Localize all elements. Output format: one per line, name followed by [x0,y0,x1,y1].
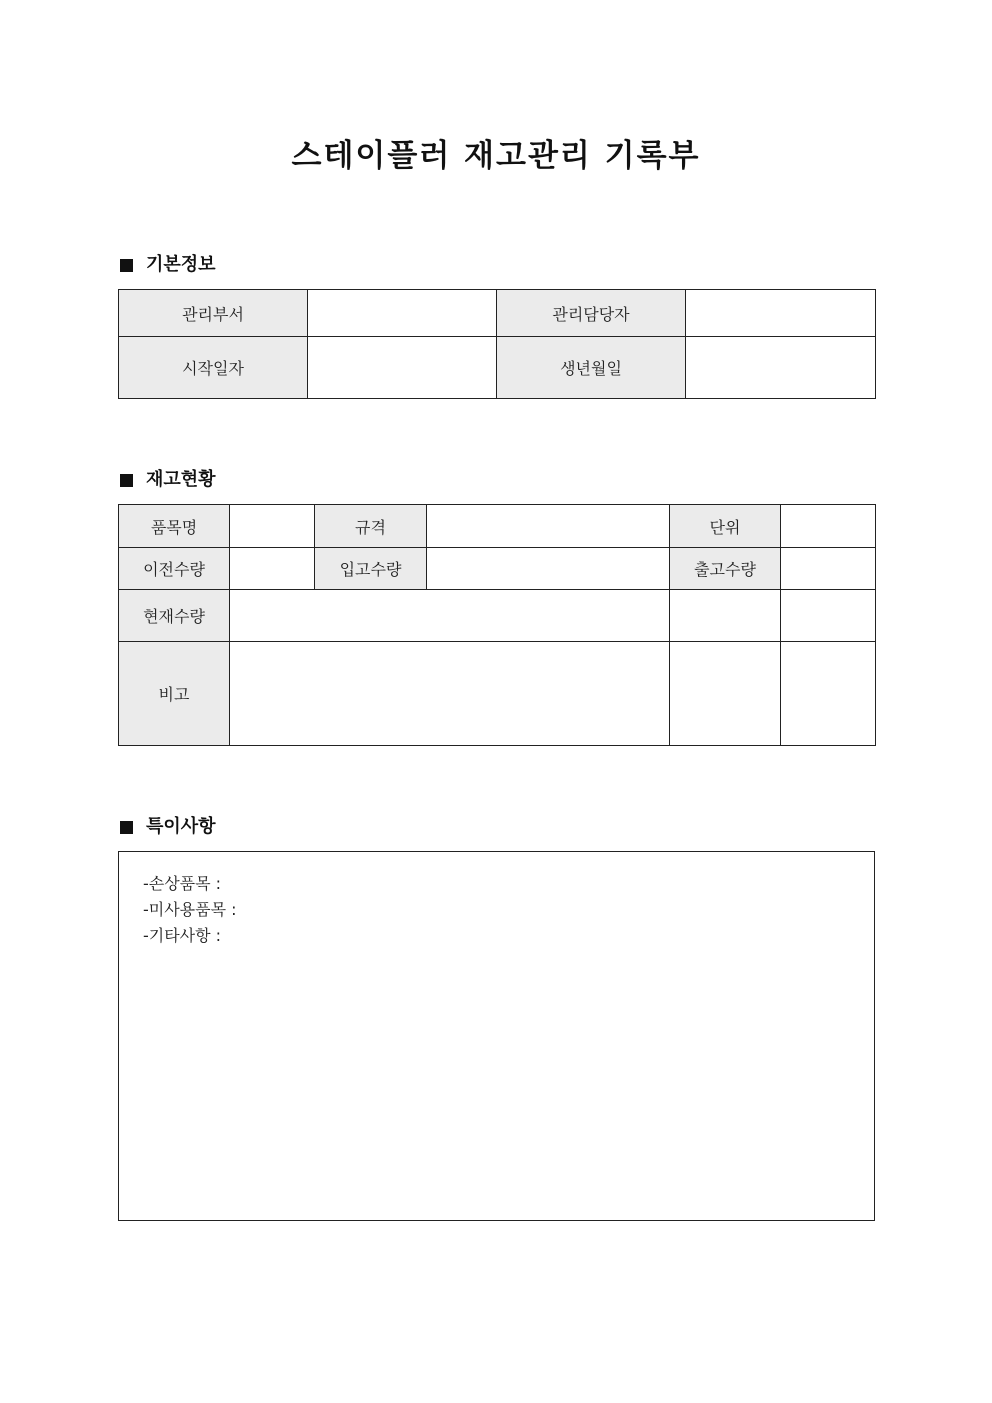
unit-value-cell[interactable] [781,505,876,548]
basic-info-table [118,289,876,399]
current-qty-extra-cell-1[interactable] [670,590,781,642]
in-qty-label: 입고수량 [315,548,427,590]
table-row [119,590,876,642]
prev-qty-value-cell[interactable] [230,548,315,590]
remarks-extra-cell-1[interactable] [670,642,781,746]
item-name-value-cell[interactable] [230,505,315,548]
remarks-value-cell[interactable] [230,642,670,746]
spec-label: 규격 [315,505,427,548]
table-row [119,337,876,399]
in-qty-value-cell[interactable] [427,548,670,590]
table-row [119,642,876,746]
manager-value-cell[interactable] [686,290,876,337]
start-date-label: 시작일자 [119,337,308,399]
table-row [119,505,876,548]
table-row [119,548,876,590]
birth-date-value-cell[interactable] [686,337,876,399]
square-bullet-icon [120,259,133,272]
basic-info-heading-text: 기본정보 [146,254,216,275]
damaged-items-line: -손상품목 : [143,874,222,893]
dept-value-cell[interactable] [308,290,497,337]
basic-info-heading [118,253,216,277]
inventory-heading [118,468,216,492]
special-notes-heading-text: 특이사항 [146,816,216,837]
out-qty-value-cell[interactable] [781,548,876,590]
square-bullet-icon [120,474,133,487]
dept-label: 관리부서 [119,290,308,337]
current-qty-extra-cell-2[interactable] [781,590,876,642]
birth-date-label: 생년월일 [497,337,686,399]
special-notes-heading [118,815,216,839]
square-bullet-icon [120,821,133,834]
unused-items-line: -미사용품목 : [143,900,237,919]
item-name-label: 품목명 [119,505,230,548]
prev-qty-label: 이전수량 [119,548,230,590]
out-qty-label: 출고수량 [670,548,781,590]
remarks-label: 비고 [119,642,230,746]
spec-value-cell[interactable] [427,505,670,548]
inventory-table [118,504,876,746]
manager-label: 관리담당자 [497,290,686,337]
current-qty-value-cell[interactable] [230,590,670,642]
unit-label: 단위 [670,505,781,548]
remarks-extra-cell-2[interactable] [781,642,876,746]
special-notes-box[interactable] [118,851,875,1221]
other-notes-line: -기타사항 : [143,926,222,945]
table-row [119,290,876,337]
inventory-heading-text: 재고현황 [146,469,216,490]
start-date-value-cell[interactable] [308,337,497,399]
current-qty-label: 현재수량 [119,590,230,642]
page-title: 스테이플러 재고관리 기록부 [291,138,701,174]
